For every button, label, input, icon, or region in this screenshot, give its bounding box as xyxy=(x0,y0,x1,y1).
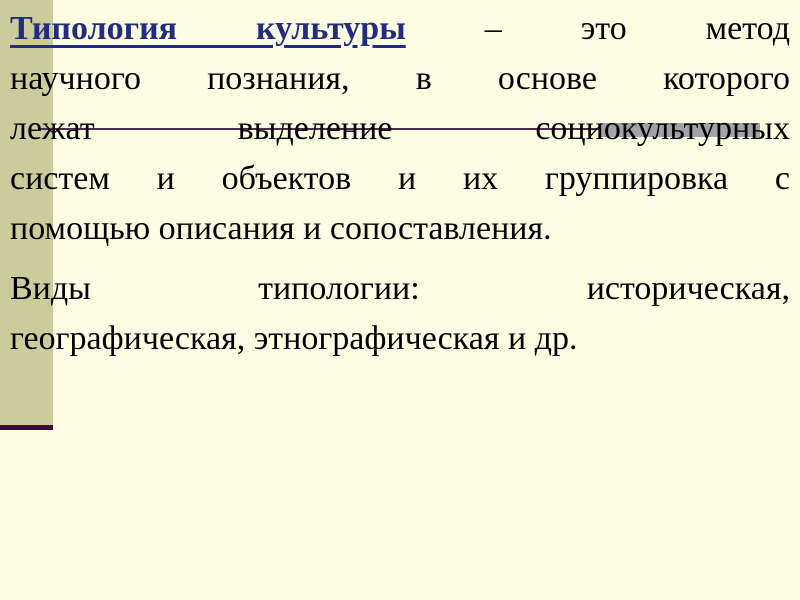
slide-title: Типология культуры xyxy=(10,10,406,47)
body-line: научного познания, в основе которого xyxy=(10,60,790,97)
slide-text-block xyxy=(10,4,790,364)
definition-paragraph xyxy=(10,4,790,254)
title-line-rest: – это метод xyxy=(484,10,791,47)
body-line: географическая, этнографическая и др. xyxy=(10,320,578,357)
title-line xyxy=(10,4,790,54)
body-line: помощью описания и сопоставления. xyxy=(10,210,552,247)
body-line: систем и объектов и их группировка с xyxy=(10,160,790,197)
body-line: Виды типологии: историческая, xyxy=(10,270,790,307)
types-paragraph xyxy=(10,264,790,364)
accent-bar-underline xyxy=(0,425,53,430)
body-line: лежат выделение социокультурных xyxy=(10,110,790,147)
